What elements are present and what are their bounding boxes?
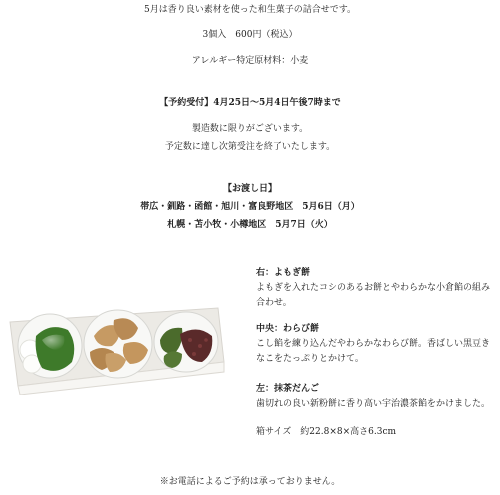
delivery-line-1: 帯広・釧路・函館・旭川・富良野地区 5月6日（月）: [140, 202, 360, 212]
item-matcha: [256, 382, 496, 412]
delivery-line-2: 札幌・苫小牧・小樽地区 5月7日（火）: [167, 220, 333, 230]
item-yomogi-name: よもぎ餅: [274, 268, 311, 278]
yomogi-mochi: [154, 312, 218, 372]
footer-note: ※お電話によるご予約は承っておりません。: [159, 477, 341, 487]
reservation-note-2: 予定数に達し次第受注を終了いたします。: [164, 142, 336, 152]
item-yomogi: [256, 266, 496, 311]
item-warabi-desc: こし餡を練り込んだやわらかなわらび餅。香ばしい黒豆きなこをたっぷりとかけて。: [256, 339, 491, 364]
reservation-note-1: 製造数に限りがございます。: [191, 124, 309, 134]
product-photo: [6, 300, 226, 395]
item-yomogi-position: 右：: [256, 268, 275, 278]
item-matcha-position: 左：: [256, 384, 275, 394]
intro-line-1: 5月は香り良い素材を使った和生菓子の詰合せです。: [143, 5, 356, 15]
matcha-dango: [18, 314, 82, 378]
intro-allergy: アレルギー特定原材料：小麦: [191, 56, 309, 66]
delivery-heading: 【お渡し日】: [222, 184, 277, 194]
item-matcha-desc: 歯切れの良い新粉餅に香り高い宇治濃茶餡をかけました。: [256, 399, 491, 409]
item-yomogi-desc: よもぎを入れたコシのあるお餅とやわらかな小倉餡の組み合わせ。: [256, 283, 491, 308]
item-warabi: [256, 322, 496, 367]
reservation-heading: 【予約受付】4月25日〜5月4日午後7時まで: [159, 98, 341, 108]
intro-price: 3個入 600円（税込）: [202, 30, 298, 40]
box-size: 箱サイズ 約22.8×8×高さ6.3cm: [256, 427, 397, 437]
item-warabi-name: わらび餅: [283, 324, 320, 334]
item-warabi-position: 中央：: [256, 324, 284, 334]
item-matcha-name: 抹茶だんご: [274, 384, 320, 394]
warabi-mochi: [84, 310, 152, 378]
